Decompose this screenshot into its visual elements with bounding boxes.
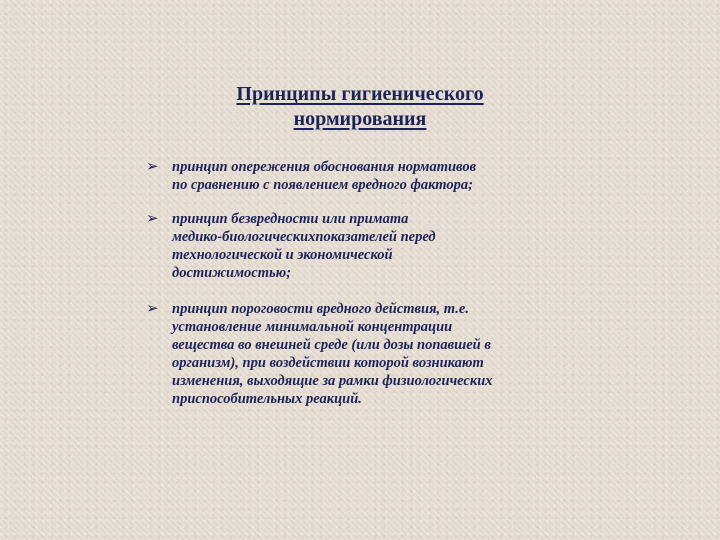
- arrowhead-bullet-icon: ➢: [146, 299, 159, 317]
- list-item: [146, 300, 586, 408]
- text-line: медико-биологическихпоказателей перед: [172, 229, 436, 245]
- list-item-text: [172, 158, 586, 194]
- list-item-text: [172, 210, 586, 282]
- title-line: нормирования: [293, 108, 427, 130]
- slide-title: [170, 82, 550, 132]
- text-line: по сравнению с появлением вредного фактора;: [172, 177, 473, 193]
- text-line: вещества во внешней среде (или дозы попавшей в: [172, 337, 491, 353]
- list-item: [146, 158, 586, 194]
- text-line: установление минимальной концентрации: [172, 319, 453, 335]
- text-line: организм), при воздействии которой возникают: [172, 355, 484, 371]
- text-line: технологической и экономической: [172, 247, 393, 263]
- title-line: Принципы гигиенического: [236, 83, 484, 105]
- text-line: приспособительных реакций.: [172, 391, 362, 407]
- text-line: принцип пороговости вредного действия, т.е.: [172, 301, 469, 317]
- list-item-text: [172, 300, 586, 408]
- arrowhead-bullet-icon: ➢: [146, 209, 159, 227]
- list-item: [146, 210, 586, 282]
- principles-list: [146, 158, 586, 424]
- text-line: принцип опережения обоснования нормативов: [172, 159, 477, 175]
- text-line: изменения, выходящие за рамки физиологических: [172, 373, 493, 389]
- arrowhead-bullet-icon: ➢: [146, 157, 159, 175]
- text-line: достижимостью;: [172, 265, 292, 281]
- text-line: принцип безвредности или примата: [172, 211, 409, 227]
